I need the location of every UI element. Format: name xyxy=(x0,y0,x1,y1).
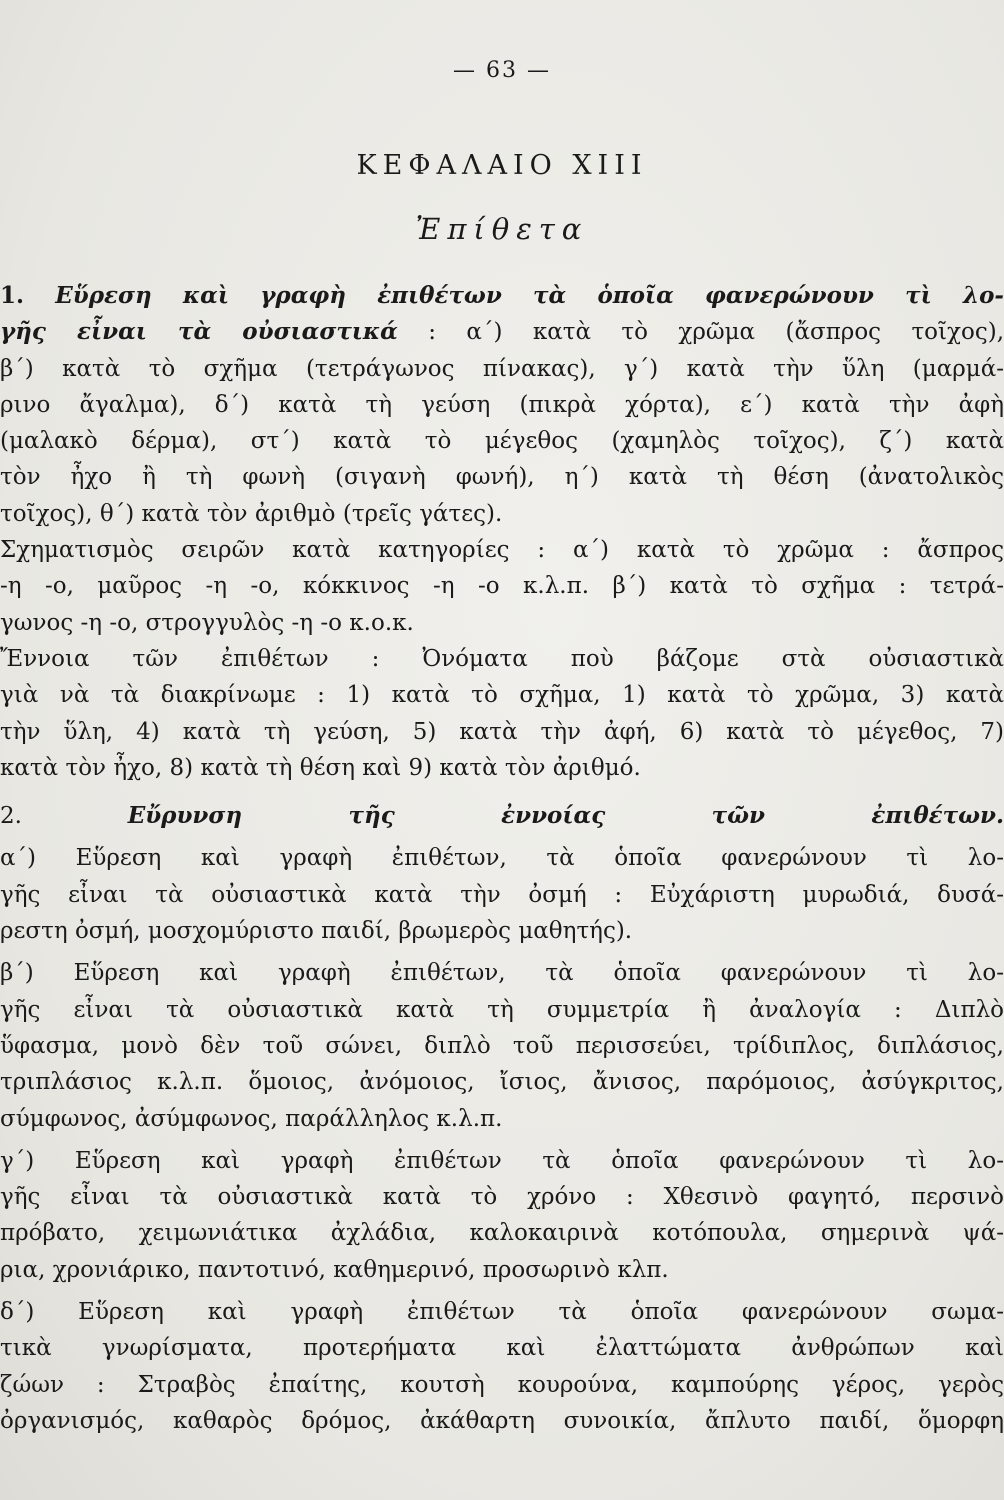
section-heading: Ἐπίθετα xyxy=(415,212,589,246)
text-line xyxy=(0,1179,1004,1215)
text-line xyxy=(0,1064,1004,1100)
text-line xyxy=(0,1028,1004,1064)
text-segment: -η -ο, μαῦρος -η -ο, κόκκινος -η -ο κ.λ.π. β΄) κατὰ τὸ σχῆμα : τετρά- xyxy=(0,573,1004,600)
text-line xyxy=(0,1143,1004,1179)
text-line xyxy=(0,992,1004,1028)
text-segment: β΄) κατὰ τὸ σχῆμα (τετράγωνος πίνακας), γ΄) κατὰ τὴν ὕλη (μαρμά- xyxy=(0,355,1004,382)
text-segment: Ἔννοια τῶν ἐπιθέτων : Ὀνόματα ποὺ βάζομε στὰ οὐσιαστικὰ xyxy=(0,645,1004,672)
text-segment: ρεστη ὀσμή, μοσχομύριστο παιδί, βρωμερὸς μαθητής). xyxy=(0,918,633,945)
text-segment: 2. xyxy=(0,803,128,830)
text-line xyxy=(0,387,1004,423)
text-segment: σύμφωνος, ἀσύμφωνος, παράλληλος κ.λ.π. xyxy=(0,1105,503,1132)
text-segment: Σχηματισμὸς σειρῶν κατὰ κατηγορίες : α΄) κατὰ τὸ χρῶμα : ἄσπρος xyxy=(0,537,1004,564)
text-segment: ζώων : Στραβὸς ἐπαίτης, κουτσὴ κουρούνα, καμπούρης γέρος, γερὸς xyxy=(0,1371,1004,1398)
text-line xyxy=(0,913,1004,949)
text-line xyxy=(0,955,1004,991)
text-segment: α΄) Εὕρεση καὶ γραφὴ ἐπιθέτων, τὰ ὁποῖα φανερώνουν τὶ λο- xyxy=(0,845,1004,872)
text-segment: γῆς εἶναι τὰ οὐσιαστικὰ κατὰ τὴν ὀσμή : Εὐχάριστη μυρωδιά, δυσά- xyxy=(0,881,1004,908)
text-segment: τριπλάσιος κ.λ.π. ὅμοιος, ἀνόμοιος, ἴσιος, ἄνισος, παρόμοιος, ἀσύγκριτος, xyxy=(0,1069,1004,1096)
text-line xyxy=(0,877,1004,913)
text-line xyxy=(0,714,1004,750)
text-segment: : α΄) κατὰ τὸ χρῶμα (ἄσπρος τοῖχος), xyxy=(397,319,1004,346)
text-segment: πρόβατο, χειμωνιάτικα ἀχλάδια, καλοκαιρινὰ κοτόπουλα, σημερινὰ ψά- xyxy=(0,1220,1004,1247)
text-line xyxy=(0,750,1004,786)
text-line xyxy=(0,1215,1004,1251)
text-segment: γῆς εἶναι τὰ οὐσιαστικά xyxy=(0,318,398,346)
text-line xyxy=(0,314,1004,350)
text-line xyxy=(0,1330,1004,1366)
body-text xyxy=(0,278,1004,1439)
text-segment: τὴν ὕλη, 4) κατὰ τὴ γεύση, 5) κατὰ τὴν ἀφή, 6) κατὰ τὸ μέγεθος, 7) xyxy=(0,718,1004,745)
text-line xyxy=(0,568,1004,604)
text-line xyxy=(0,459,1004,495)
text-segment: γ΄) Εὕρεση καὶ γραφὴ ἐπιθέτων τὰ ὁποῖα φανερώνουν τὶ λο- xyxy=(0,1147,1004,1174)
text-segment: γιὰ νὰ τὰ διακρίνωμε : 1) κατὰ τὸ σχῆμα, 1) κατὰ τὸ χρῶμα, 3) κατὰ xyxy=(0,682,1004,709)
text-line xyxy=(0,1294,1004,1330)
text-line xyxy=(0,1101,1004,1137)
text-line xyxy=(0,641,1004,677)
text-segment: τικὰ γνωρίσματα, προτερήματα καὶ ἐλαττώματα ἀνθρώπων καὶ xyxy=(0,1335,1004,1362)
text-segment: ρια, χρονιάρικο, παντοτινό, καθημερινό, προσωρινὸ κλπ. xyxy=(0,1256,669,1283)
text-segment: γῆς εἶναι τὰ οὐσιαστικὰ κατὰ τὸ χρόνο : Χθεσινὸ φαγητό, περσινὸ xyxy=(0,1184,1004,1211)
text-line xyxy=(0,798,1004,834)
text-segment: ὕφασμα, μονὸ δὲν τοῦ σώνει, διπλὸ τοῦ περισσεύει, τρίδιπλος, διπλάσιος, xyxy=(0,1032,1004,1059)
text-segment: ὀργανισμός, καθαρὸς δρόμος, ἀκάθαρτη συνοικία, ἄπλυτο παιδί, ὅμορφη xyxy=(0,1407,1004,1434)
text-segment: (μαλακὸ δέρμα), στ΄) κατὰ τὸ μέγεθος (χαμηλὸς τοῖχος), ζ΄) κατὰ xyxy=(0,428,1004,455)
chapter-title: ΚΕΦΑΛΑΙΟ XIII xyxy=(356,150,648,181)
text-line xyxy=(0,1403,1004,1439)
text-segment: κατὰ τὸν ἦχο, 8) κατὰ τὴ θέση καὶ 9) κατὰ τὸν ἀριθμό. xyxy=(0,754,641,781)
text-line xyxy=(0,532,1004,568)
text-line xyxy=(0,423,1004,459)
text-segment: δ΄) Εὕρεση καὶ γραφὴ ἐπιθέτων τὰ ὁποῖα φανερώνουν σωμα- xyxy=(0,1299,1004,1326)
text-line xyxy=(0,1367,1004,1403)
paragraph-gap xyxy=(0,786,1004,798)
page-number: — 63 — xyxy=(453,58,551,83)
text-segment: ρινο ἄγαλμα), δ΄) κατὰ τὴ γεύση (πικρὰ χόρτα), ε΄) κατὰ τὴν ἀφὴ xyxy=(0,391,1004,418)
text-line xyxy=(0,351,1004,387)
text-segment: τὸν ἦχο ἢ τὴ φωνὴ (σιγανὴ φωνή), η΄) κατὰ τὴ θέση (ἀνατολικὸς xyxy=(0,464,1004,491)
text-line xyxy=(0,677,1004,713)
text-line xyxy=(0,840,1004,876)
text-segment: Εὔρυνση τῆς ἐννοίας τῶν ἐπιθέτων. xyxy=(127,802,1004,830)
text-segment: Εὕρεση καὶ γραφὴ ἐπιθέτων τὰ ὁποῖα φανερώνουν τὶ λο- xyxy=(55,282,1004,309)
text-segment: γῆς εἶναι τὰ οὐσιαστικὰ κατὰ τὴ συμμετρία ἢ ἀναλογία : Διπλὸ xyxy=(0,996,1004,1023)
text-segment: β΄) Εὕρεση καὶ γραφὴ ἐπιθέτων, τὰ ὁποῖα φανερώνουν τὶ λο- xyxy=(0,960,1004,987)
text-segment: τοῖχος), θ΄) κατὰ τὸν ἀριθμὸ (τρεῖς γάτες). xyxy=(0,500,503,527)
text-line xyxy=(0,496,1004,532)
text-segment: γωνος -η -ο, στρογγυλὸς -η -ο κ.ο.κ. xyxy=(0,609,414,636)
text-line xyxy=(0,1252,1004,1288)
text-segment: 1. xyxy=(0,282,56,309)
text-line xyxy=(0,605,1004,641)
text-line xyxy=(0,278,1004,314)
